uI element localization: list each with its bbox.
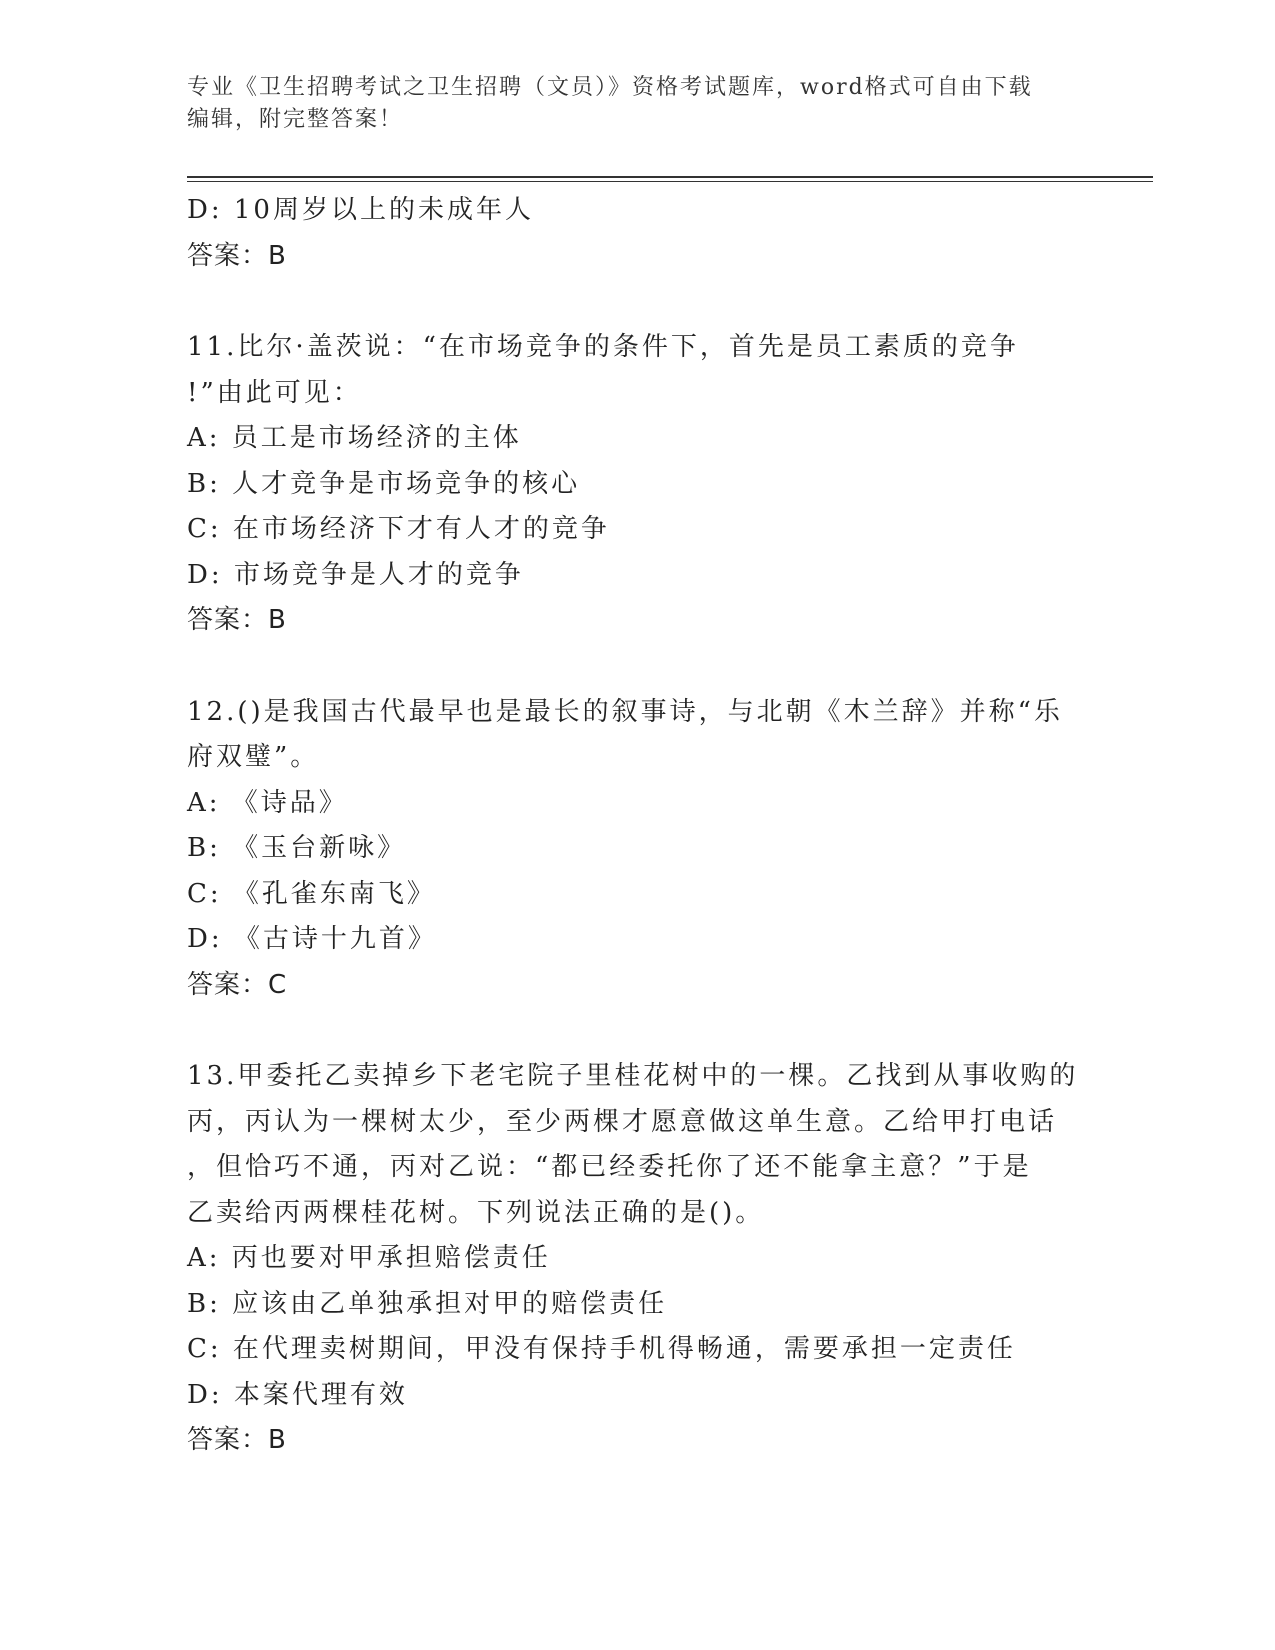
question-12 bbox=[187, 690, 1087, 1009]
spacer bbox=[187, 1008, 1087, 1054]
question-stem: 乙卖给丙两棵桂花树。下列说法正确的是()。 bbox=[187, 1197, 765, 1228]
option-d: D: 本案代理有效 bbox=[187, 1379, 408, 1410]
option-a: A: 员工是市场经济的主体 bbox=[187, 423, 522, 453]
option-d: D: 市场竞争是人才的竞争 bbox=[187, 559, 524, 590]
spacer bbox=[187, 279, 1087, 325]
answer: 答案：B bbox=[187, 1425, 287, 1455]
question-13 bbox=[187, 1054, 1087, 1464]
option-b: B: 人才竞争是市场竞争的核心 bbox=[187, 468, 581, 499]
answer: 答案：C bbox=[187, 969, 288, 1000]
option-b: B: 应该由乙单独承担对甲的赔偿责任 bbox=[187, 1288, 668, 1319]
question-11 bbox=[187, 325, 1087, 644]
prev-option-d: D: 10周岁以上的未成年人 bbox=[187, 195, 534, 225]
answer: 答案：B bbox=[187, 605, 287, 635]
question-stem: 丙，丙认为一棵树太少，至少两棵才愿意做这单生意。乙给甲打电话 bbox=[187, 1106, 1058, 1137]
header-line-1: 专业《卫生招聘考试之卫生招聘（文员）》资格考试题库，word格式可自由下载 bbox=[187, 75, 1033, 100]
header-rule-thick bbox=[187, 176, 1153, 178]
question-stem: 13.甲委托乙卖掉乡下老宅院子里桂花树中的一棵。乙找到从事收购的 bbox=[187, 1061, 1079, 1091]
header-rule-thin bbox=[187, 181, 1153, 182]
document-header bbox=[187, 72, 1067, 136]
option-b: B: 《玉台新咏》 bbox=[187, 833, 407, 863]
header-line-2: 编辑，附完整答案！ bbox=[187, 107, 404, 132]
question-stem: 11.比尔·盖茨说：“在市场竞争的条件下，首先是员工素质的竞争 bbox=[187, 332, 1019, 362]
option-a: A: 丙也要对甲承担赔偿责任 bbox=[187, 1243, 551, 1273]
question-list bbox=[187, 188, 1087, 1464]
option-c: C: 在市场经济下才有人才的竞争 bbox=[187, 514, 610, 544]
question-stem: ，但恰巧不通，丙对乙说：“都已经委托你了还不能拿主意？”于是 bbox=[187, 1152, 1032, 1182]
option-c: C: 在代理卖树期间，甲没有保持手机得畅通，需要承担一定责任 bbox=[187, 1334, 1016, 1364]
question-stem: 12.()是我国古代最早也是最长的叙事诗，与北朝《木兰辞》并称“乐 bbox=[187, 696, 1063, 727]
prev-answer: 答案：B bbox=[187, 240, 287, 271]
question-stem: 府双璧”。 bbox=[187, 742, 320, 772]
option-a: A: 《诗品》 bbox=[187, 787, 348, 818]
question-stem: !”由此可见： bbox=[187, 377, 362, 408]
option-c: C: 《孔雀东南飞》 bbox=[187, 878, 436, 909]
option-d: D: 《古诗十九首》 bbox=[187, 924, 437, 954]
spacer bbox=[187, 644, 1087, 690]
